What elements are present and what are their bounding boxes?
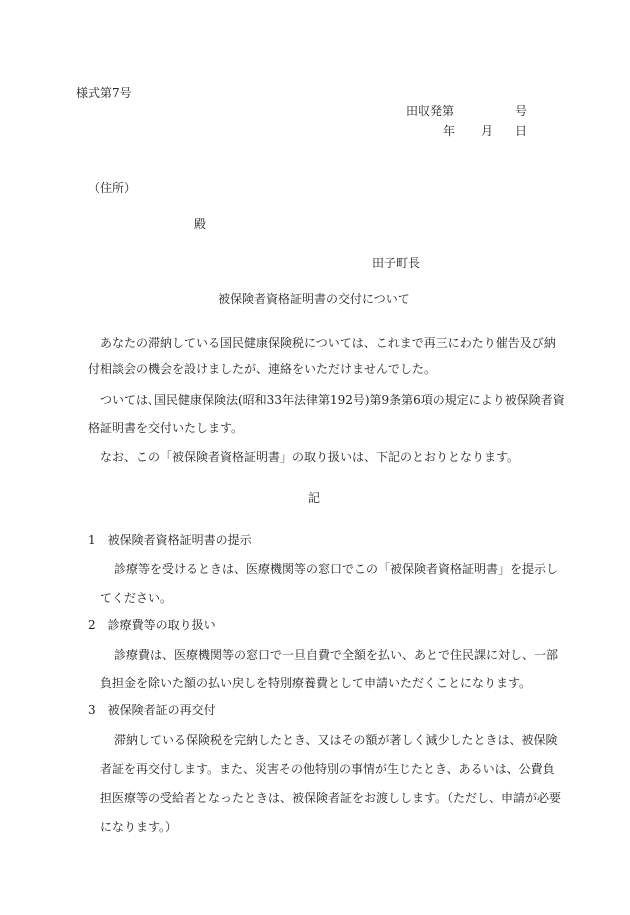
form-number: 様式第7号 [76, 86, 132, 100]
date-year: 年 [443, 124, 456, 138]
section-line: 担医療等の受給者となったときは、被保険者証をお渡しします。（ただし、申請が必要 [100, 791, 562, 805]
body-line: ついては､国民健康保険法(昭和33年法律第192号)第9条第6項の規定により被保険者資 [100, 393, 565, 407]
date-month: 月 [481, 124, 494, 138]
sender-name: 田子町長 [372, 256, 421, 270]
section-line: 負担金を除いた額の払い戻しを特別療養費として申請いただくことになります。 [100, 676, 532, 690]
ki-marker: 記 [308, 491, 321, 505]
body-line: あなたの滞納している国民健康保険税については、これまで再三にわたり催告及び納 [100, 336, 556, 350]
section-heading: 3 被保険者証の再交付 [88, 703, 216, 717]
doc-number-suffix: 号 [515, 104, 528, 118]
section-line: 滞納している保険税を完納したとき、又はその額が著しく減少したときは、被保険 [114, 733, 558, 747]
section-line: 診療費は、医療機関等の窓口で一旦自費で全額を払い、あとで住民課に対し、一部 [114, 648, 559, 662]
doc-number-prefix: 田収発第 [406, 104, 455, 118]
section-line: 者証を再交付します。また、災害その他特別の事情が生じたとき、あるいは、公費負 [100, 762, 555, 776]
recipient-honorific: 殿 [194, 217, 207, 231]
section-line: てください。 [100, 591, 173, 605]
recipient-address-label: （住所） [88, 181, 137, 195]
body-line: なお、この「被保険者資格証明書」の取り扱いは、下記のとおりとなります。 [100, 450, 520, 464]
section-line: になります。） [100, 820, 178, 834]
date-day: 日 [515, 124, 528, 138]
body-line: 格証明書を交付いたします。 [88, 421, 244, 435]
document-title: 被保険者資格証明書の交付について [218, 292, 410, 306]
section-heading: 1 被保険者資格証明書の提示 [88, 533, 252, 547]
body-line: 付相談会の機会を設けましたが、連絡をいただけませんでした。 [88, 362, 437, 376]
section-line: 診療等を受けるときは、医療機関等の窓口でこの「被保険者資格証明書」を提示し [114, 562, 559, 576]
section-heading: 2 診療費等の取り扱い [88, 618, 216, 632]
